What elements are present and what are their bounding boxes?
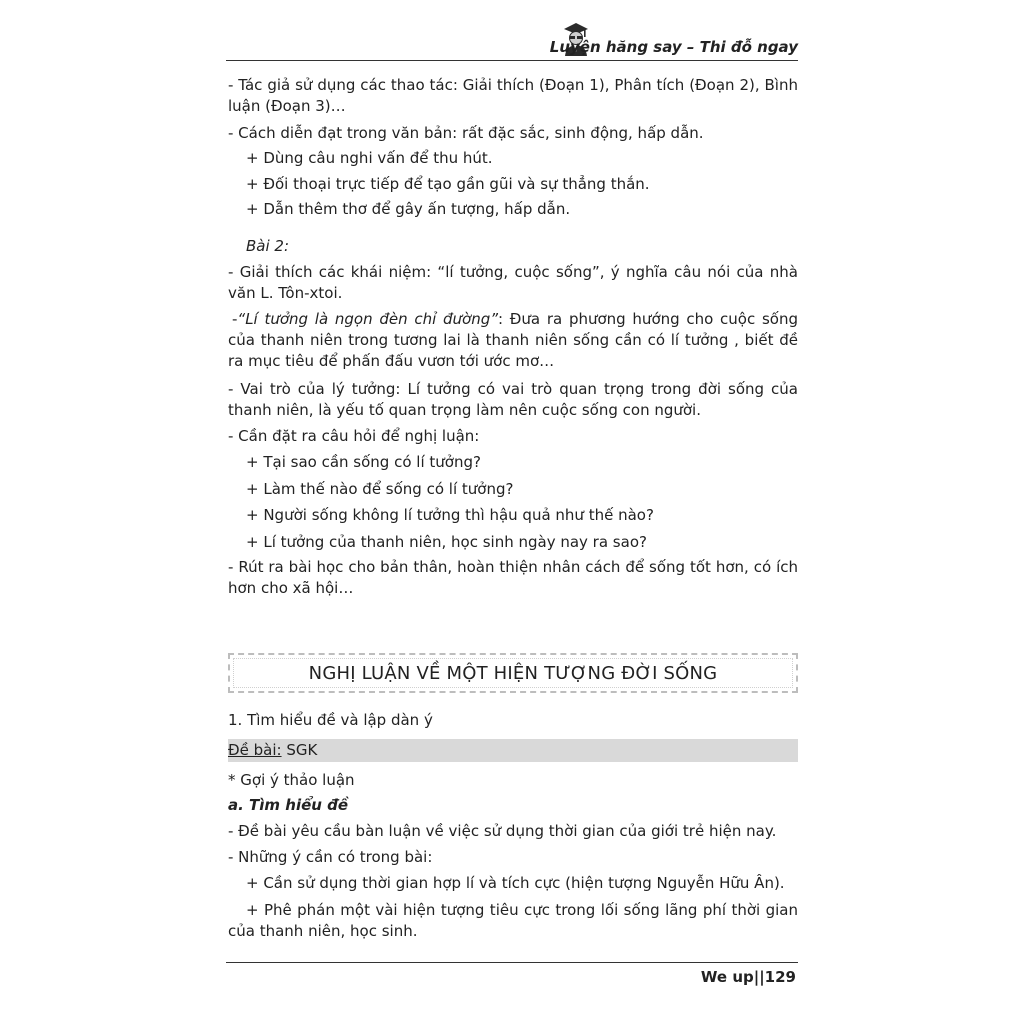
- section-title-box: [228, 653, 798, 693]
- discussion-heading: * Gợi ý thảo luận: [228, 771, 355, 789]
- page-header: [226, 18, 798, 61]
- topic-value: SGK: [281, 741, 318, 759]
- page-footer: We up||129: [700, 968, 796, 986]
- bullet-item: + Cần sử dụng thời gian hợp lí và tích cực (hiện tượng Nguyễn Hữu Ân).: [246, 874, 785, 892]
- paragraph: - Cách diễn đạt trong văn bản: rất đặc sắc, sinh động, hấp dẫn.: [228, 124, 704, 142]
- quote-dash: -: [232, 310, 238, 328]
- exercise-heading: Bài 2:: [246, 237, 290, 255]
- paragraph: - Giải thích các khái niệm: “lí tưởng, cuộc sống”, ý nghĩa câu nói của nhà văn L. Tôn-xtoi.: [228, 263, 798, 302]
- topic-label: Đề bài:: [228, 741, 282, 759]
- subsection-heading: 1. Tìm hiểu đề và lập dàn ý: [228, 711, 433, 729]
- bullet-item: + Phê phán một vài hiện tượng tiêu cực trong lối sống lãng phí thời gian của thanh niên, học sinh.: [228, 901, 798, 940]
- part-a-heading: a. Tìm hiểu đề: [228, 796, 349, 814]
- question-item: + Người sống không lí tưởng thì hậu quả như thế nào?: [246, 506, 654, 524]
- question-item: + Lí tưởng của thanh niên, học sinh ngày nay ra sao?: [246, 533, 647, 551]
- header-slogan: Luyện hăng say – Thi đỗ ngay: [549, 38, 798, 56]
- topic-line: [228, 740, 798, 761]
- bullet-item: + Đối thoại trực tiếp để tạo gần gũi và sự thẳng thắn.: [246, 175, 650, 193]
- bullet-item: + Dẫn thêm thơ để gây ấn tượng, hấp dẫn.: [246, 200, 571, 218]
- bullet-item: + Dùng câu nghi vấn để thu hút.: [246, 149, 493, 167]
- quote-paragraph: [228, 309, 798, 372]
- question-item: + Làm thế nào để sống có lí tưởng?: [246, 480, 514, 498]
- paragraph: - Cần đặt ra câu hỏi để nghị luận:: [228, 427, 480, 445]
- quote-text: “Lí tưởng là ngọn đèn chỉ đường”: [237, 310, 498, 328]
- footer-rule: [226, 962, 798, 963]
- paragraph: - Vai trò của lý tưởng: Lí tưởng có vai trò quan trọng trong đời sống của thanh niên, là yếu tố quan trọng làm nên cuộc sống con người.: [228, 380, 798, 419]
- paragraph: - Rút ra bài học cho bản thân, hoàn thiện nhân cách để sống tốt hơn, có ích hơn cho xã hội…: [228, 558, 798, 597]
- section-title: NGHỊ LUẬN VỀ MỘT HIỆN TƯỢNG ĐỜI SỐNG: [308, 662, 718, 684]
- paragraph: - Những ý cần có trong bài:: [228, 848, 433, 866]
- quote-explanation: : Đưa ra phương hướng cho cuộc sống của thanh niên trong tương lai là thanh niên sống cần có lí tưởng , biết đề ra mục tiêu để phấn đấu vươn tới ước mơ…: [228, 310, 798, 370]
- question-item: + Tại sao cần sống có lí tưởng?: [246, 453, 481, 471]
- paragraph: - Đề bài yêu cầu bàn luận về việc sử dụng thời gian của giới trẻ hiện nay.: [228, 822, 777, 840]
- paragraph: - Tác giả sử dụng các thao tác: Giải thích (Đoạn 1), Phân tích (Đoạn 2), Bình luận (Đoạn 3)…: [228, 76, 798, 115]
